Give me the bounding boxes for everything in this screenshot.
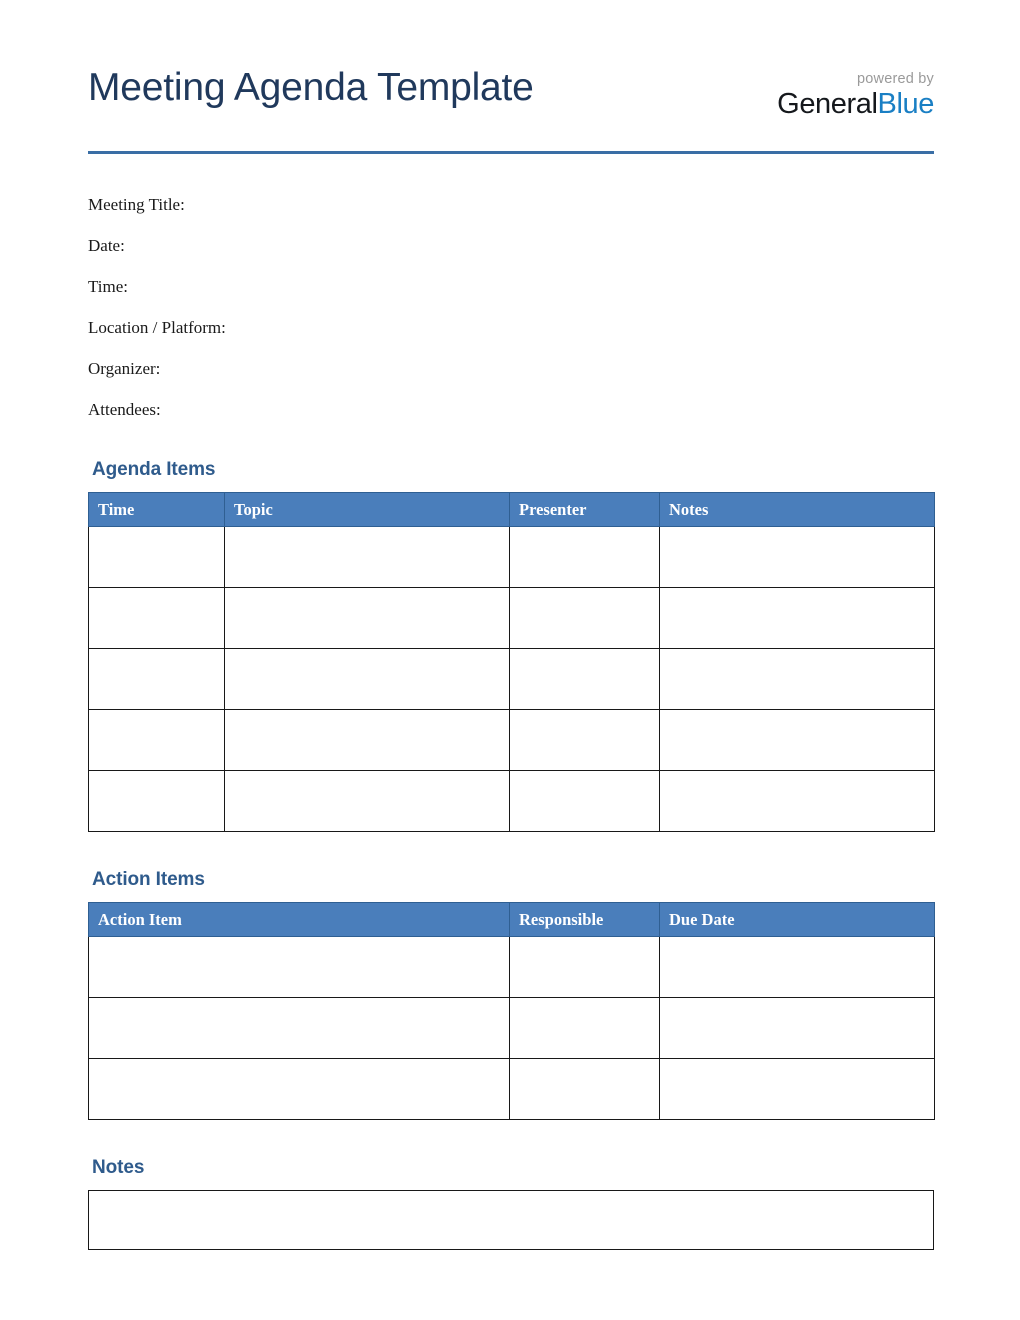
table-row — [89, 1059, 935, 1120]
brand-logo — [777, 72, 934, 119]
agenda-cell-topic[interactable] — [225, 771, 510, 832]
field-meeting-title[interactable]: Meeting Title: — [88, 195, 185, 214]
action-cell-responsible[interactable] — [510, 937, 660, 998]
agenda-cell-notes[interactable] — [660, 527, 935, 588]
action-cell-due-date[interactable] — [660, 937, 935, 998]
agenda-cell-notes[interactable] — [660, 588, 935, 649]
notes-textarea[interactable] — [88, 1190, 934, 1250]
header-divider — [88, 151, 934, 154]
document-header — [88, 68, 934, 146]
agenda-col-time: Time — [89, 493, 225, 527]
action-cell-action-item[interactable] — [89, 1059, 510, 1120]
agenda-cell-notes[interactable] — [660, 710, 935, 771]
action-col-due-date: Due Date — [660, 903, 935, 937]
agenda-cell-time[interactable] — [89, 588, 225, 649]
agenda-cell-time[interactable] — [89, 710, 225, 771]
action-cell-responsible[interactable] — [510, 998, 660, 1059]
brand-name-blue: Blue — [877, 87, 934, 120]
agenda-cell-presenter[interactable] — [510, 771, 660, 832]
table-row — [89, 710, 935, 771]
action-col-action-item: Action Item — [89, 903, 510, 937]
agenda-cell-presenter[interactable] — [510, 710, 660, 771]
field-location-platform[interactable]: Location / Platform: — [88, 318, 226, 337]
field-time[interactable]: Time: — [88, 277, 129, 296]
powered-by-label: powered by — [857, 71, 934, 87]
table-row — [89, 588, 935, 649]
agenda-cell-topic[interactable] — [225, 527, 510, 588]
agenda-cell-presenter[interactable] — [510, 649, 660, 710]
action-header-row — [89, 903, 935, 937]
field-date[interactable]: Date: — [88, 236, 125, 255]
agenda-cell-time[interactable] — [89, 649, 225, 710]
agenda-cell-topic[interactable] — [225, 710, 510, 771]
table-row — [89, 771, 935, 832]
field-organizer[interactable]: Organizer: — [88, 359, 161, 378]
brand-name — [777, 87, 934, 120]
agenda-cell-presenter[interactable] — [510, 527, 660, 588]
action-cell-due-date[interactable] — [660, 1059, 935, 1120]
agenda-col-presenter: Presenter — [510, 493, 660, 527]
table-row — [89, 649, 935, 710]
action-cell-due-date[interactable] — [660, 998, 935, 1059]
action-cell-action-item[interactable] — [89, 937, 510, 998]
section-heading-action-items: Action Items — [92, 869, 205, 890]
page-title: Meeting Agenda Template — [88, 66, 534, 109]
page-content — [88, 0, 934, 1250]
brand-name-general: General — [777, 87, 878, 120]
section-heading-agenda-items: Agenda Items — [92, 459, 216, 480]
agenda-cell-presenter[interactable] — [510, 588, 660, 649]
agenda-cell-notes[interactable] — [660, 771, 935, 832]
field-attendees[interactable]: Attendees: — [88, 400, 161, 419]
agenda-cell-notes[interactable] — [660, 649, 935, 710]
agenda-items-table — [88, 492, 935, 832]
agenda-header-row — [89, 493, 935, 527]
table-row — [89, 527, 935, 588]
agenda-cell-topic[interactable] — [225, 649, 510, 710]
agenda-cell-topic[interactable] — [225, 588, 510, 649]
action-col-responsible: Responsible — [510, 903, 660, 937]
agenda-cell-time[interactable] — [89, 527, 225, 588]
action-cell-action-item[interactable] — [89, 998, 510, 1059]
section-heading-notes: Notes — [92, 1157, 145, 1178]
agenda-cell-time[interactable] — [89, 771, 225, 832]
table-row — [89, 998, 935, 1059]
action-cell-responsible[interactable] — [510, 1059, 660, 1120]
agenda-col-topic: Topic — [225, 493, 510, 527]
agenda-col-notes: Notes — [660, 493, 935, 527]
action-items-table — [88, 902, 935, 1120]
table-row — [89, 937, 935, 998]
meeting-info-fields — [88, 184, 934, 430]
